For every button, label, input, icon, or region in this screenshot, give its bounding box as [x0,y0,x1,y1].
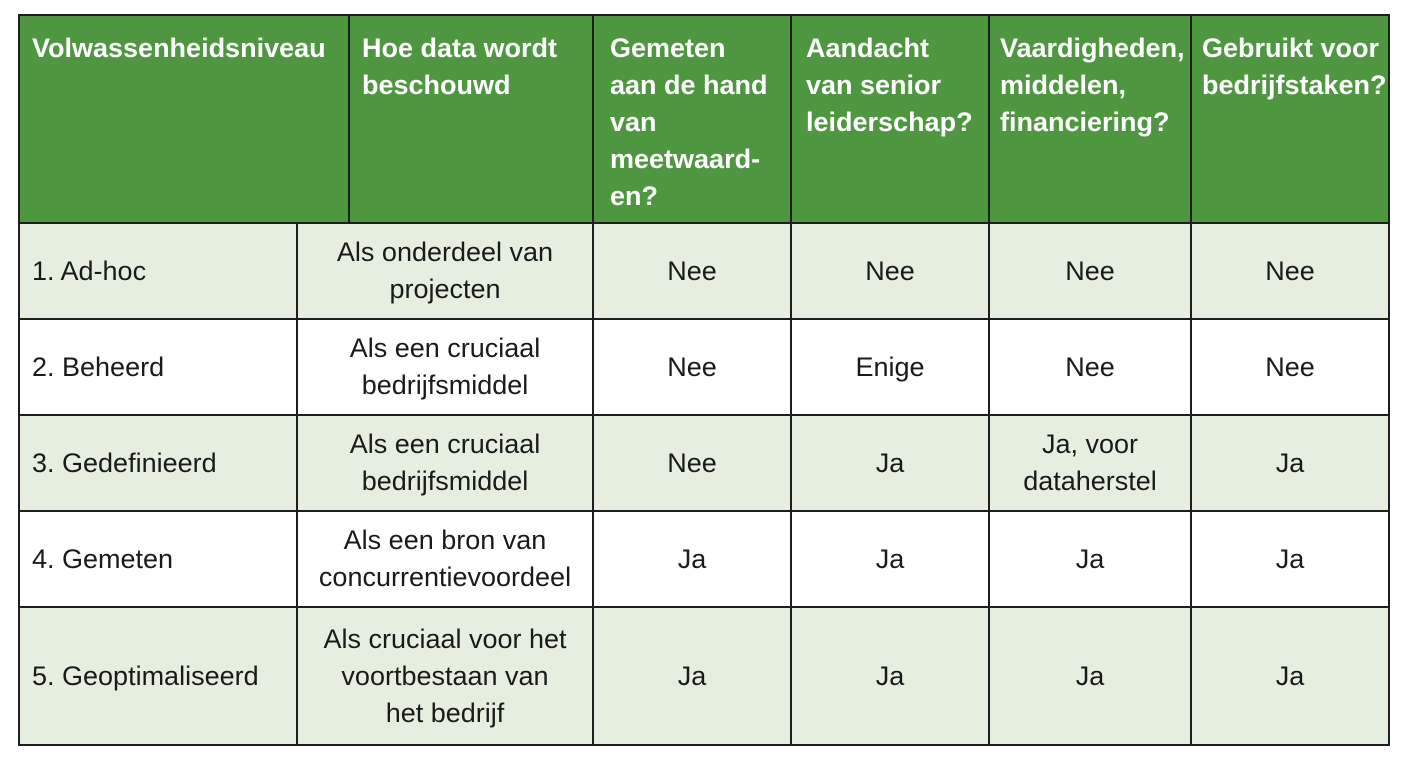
cell-skills: Nee [1065,351,1115,382]
table-row [20,320,1388,416]
cell-level: 1. Ad-hoc [32,255,147,286]
cell-measured: Nee [667,351,717,382]
cell-used: Ja [1275,543,1305,574]
header-skills: Vaardigheden, middelen, financiering? [1000,33,1185,137]
header-data-view: Hoe data wordt beschouwd [362,33,558,100]
table-row [20,224,1388,320]
table-row [20,608,1388,744]
header-measured: Gemeten aan de hand van meetwaard- en? [610,33,768,211]
cell-used: Ja [1275,447,1305,478]
cell-data-view: Als een cruciaal bedrijfsmiddel [349,333,541,400]
cell-used: Nee [1265,255,1315,286]
cell-used: Ja [1275,660,1305,691]
cell-used: Nee [1265,351,1315,382]
cell-leadership: Ja [875,543,905,574]
table-row [20,512,1388,608]
cell-level: 5. Geoptimaliseerd [32,660,259,691]
cell-measured: Nee [667,447,717,478]
cell-leadership: Nee [865,255,915,286]
maturity-table [18,14,1390,746]
cell-leadership: Ja [875,447,905,478]
header-leadership: Aandacht van senior leiderschap? [806,33,973,137]
table-row [20,416,1388,512]
cell-data-view: Als onderdeel van projecten [336,237,554,304]
cell-data-view: Als een bron van concurrentievoordeel [318,525,572,592]
cell-leadership: Ja [875,660,905,691]
cell-level: 4. Gemeten [32,543,174,574]
table-header-row [20,16,1388,224]
cell-skills: Ja, voor dataherstel [1023,429,1157,496]
cell-measured: Ja [677,543,707,574]
cell-level: 2. Beheerd [32,351,165,382]
cell-skills: Ja [1075,543,1105,574]
cell-skills: Ja [1075,660,1105,691]
cell-level: 3. Gedefinieerd [32,447,217,478]
cell-data-view: Als cruciaal voor het voortbestaan van het bedrijf [323,623,567,728]
cell-measured: Ja [677,660,707,691]
header-used: Gebruikt voor bedrijfstaken? [1202,33,1387,100]
cell-measured: Nee [667,255,717,286]
cell-skills: Nee [1065,255,1115,286]
cell-data-view: Als een cruciaal bedrijfsmiddel [349,429,541,496]
cell-leadership: Enige [855,351,925,382]
header-maturity-level: Volwassenheidsniveau [32,33,326,63]
